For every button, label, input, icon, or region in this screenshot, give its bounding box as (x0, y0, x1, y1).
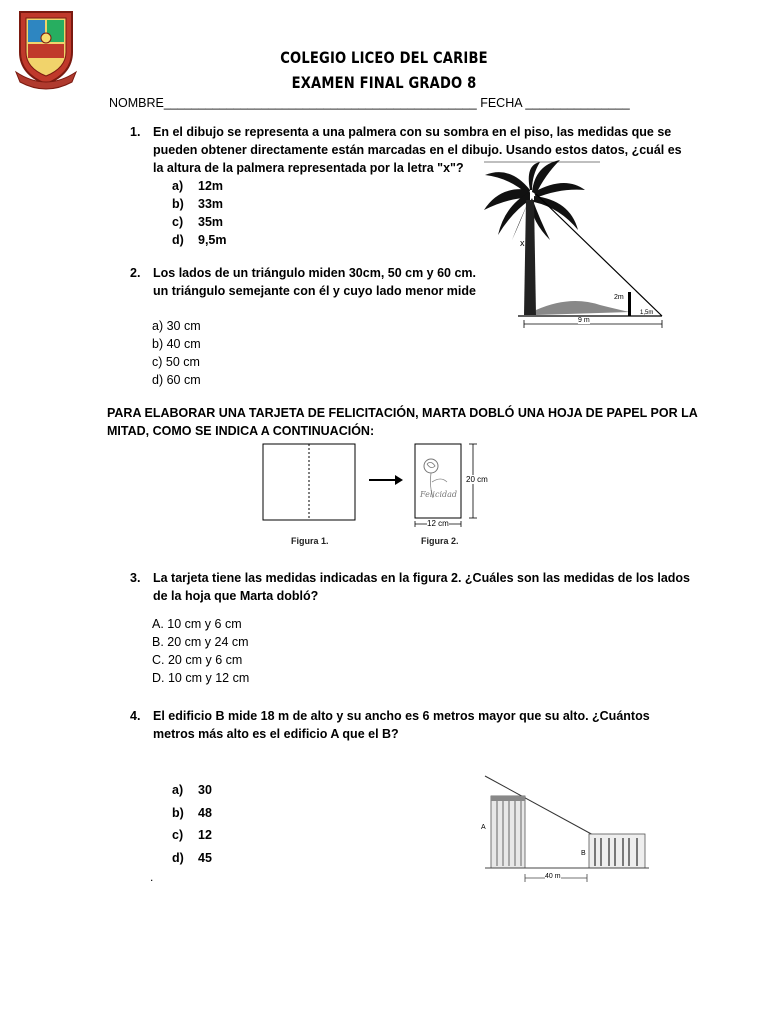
distance-label: 40 m (545, 873, 561, 880)
option-d[interactable]: D. 10 cm y 12 cm (152, 671, 250, 685)
option-a[interactable]: a) 30 (172, 783, 212, 797)
section-heading (107, 404, 698, 440)
question-line: un triángulo semejante con él y cuyo lado menor mide (153, 284, 476, 298)
question-2 (130, 264, 477, 304)
section-line: MITAD, COMO SE INDICA A CONTINUACIÓN: (107, 424, 375, 438)
school-title: COLEGIO LICEO DEL CARIBE (280, 48, 488, 67)
palm-tree-figure (480, 160, 670, 330)
option-d[interactable]: d) 9,5m (172, 233, 227, 247)
option-c[interactable]: c) 50 cm (152, 355, 200, 369)
option-d[interactable]: d) 60 cm (152, 373, 201, 387)
option-c[interactable]: c) 12 (172, 828, 212, 842)
option-b[interactable]: B. 20 cm y 24 cm (152, 635, 249, 649)
pole-height-label: 2m (614, 294, 624, 301)
ground-distance-label: 9 m (578, 317, 590, 324)
question-line: la altura de la palmera representada por la letra "x"? (153, 161, 464, 175)
question-line: metros más alto es el edificio A que el B? (153, 727, 399, 741)
height-label: 20 cm (466, 475, 488, 484)
question-3 (130, 569, 690, 609)
card-figures (255, 440, 505, 550)
option-c[interactable]: c) 35m (172, 215, 224, 229)
trailing-mark: . (150, 870, 154, 884)
question-number: 1. (130, 125, 141, 139)
q1-options (172, 177, 292, 249)
palm-crown (484, 160, 585, 240)
q4-options (172, 781, 252, 871)
option-b[interactable]: b) 40 cm (152, 337, 201, 351)
palm-trunk (524, 200, 536, 315)
date-field[interactable]: _______________ (525, 96, 630, 110)
name-date-line (109, 96, 630, 110)
name-label: NOMBRE (109, 96, 164, 110)
question-line: pueden obtener directamente están marcadas en el dibujo. Usando estos datos, ¿cuál es (153, 143, 682, 157)
width-label: 12 cm (427, 519, 449, 528)
q3-options (152, 615, 292, 687)
x-label: x (520, 238, 525, 248)
option-a[interactable]: a) 12m (172, 179, 224, 193)
card-word: Felicidad (420, 490, 458, 499)
figure-1-caption: Figura 1. (291, 536, 329, 546)
q2-options (152, 317, 272, 389)
option-b[interactable]: b) 48 (172, 806, 212, 820)
question-line: La tarjeta tiene las medidas indicadas en la figura 2. ¿Cuáles son las medidas de los lados (153, 571, 690, 585)
building-a-label: A (481, 824, 486, 831)
question-number: 2. (130, 266, 141, 280)
building-b (589, 834, 645, 868)
question-number: 3. (130, 571, 141, 585)
option-c[interactable]: C. 20 cm y 6 cm (152, 653, 243, 667)
question-line: El edificio B mide 18 m de alto y su ancho es 6 metros mayor que su alto. ¿Cuántos (153, 709, 650, 723)
exam-title: EXAMEN FINAL GRADO 8 (291, 73, 477, 92)
date-label: FECHA (480, 96, 522, 110)
figure-2-caption: Figura 2. (421, 536, 459, 546)
question-4 (130, 707, 690, 747)
name-field[interactable]: _____________________________________________ (163, 96, 477, 110)
section-line: PARA ELABORAR UNA TARJETA DE FELICITACIÓN, MARTA DOBLÓ UNA HOJA DE PAPEL POR LA (107, 406, 698, 420)
building-b-label: B (581, 850, 586, 857)
question-line: de la hoja que Marta dobló? (153, 589, 319, 603)
option-a[interactable]: a) 30 cm (152, 319, 201, 333)
building-a (491, 796, 525, 868)
short-distance-label: 1,5m (640, 310, 654, 316)
question-line: En el dibujo se representa a una palmera con su sombra en el piso, las medidas que se (153, 125, 672, 139)
option-d[interactable]: d) 45 (172, 851, 212, 865)
buildings-figure (475, 772, 655, 887)
option-a[interactable]: A. 10 cm y 6 cm (152, 617, 242, 631)
question-line: Los lados de un triángulo miden 30cm, 50 cm y 60 cm. (153, 266, 477, 280)
option-b[interactable]: b) 33m (172, 197, 224, 211)
question-number: 4. (130, 709, 141, 723)
